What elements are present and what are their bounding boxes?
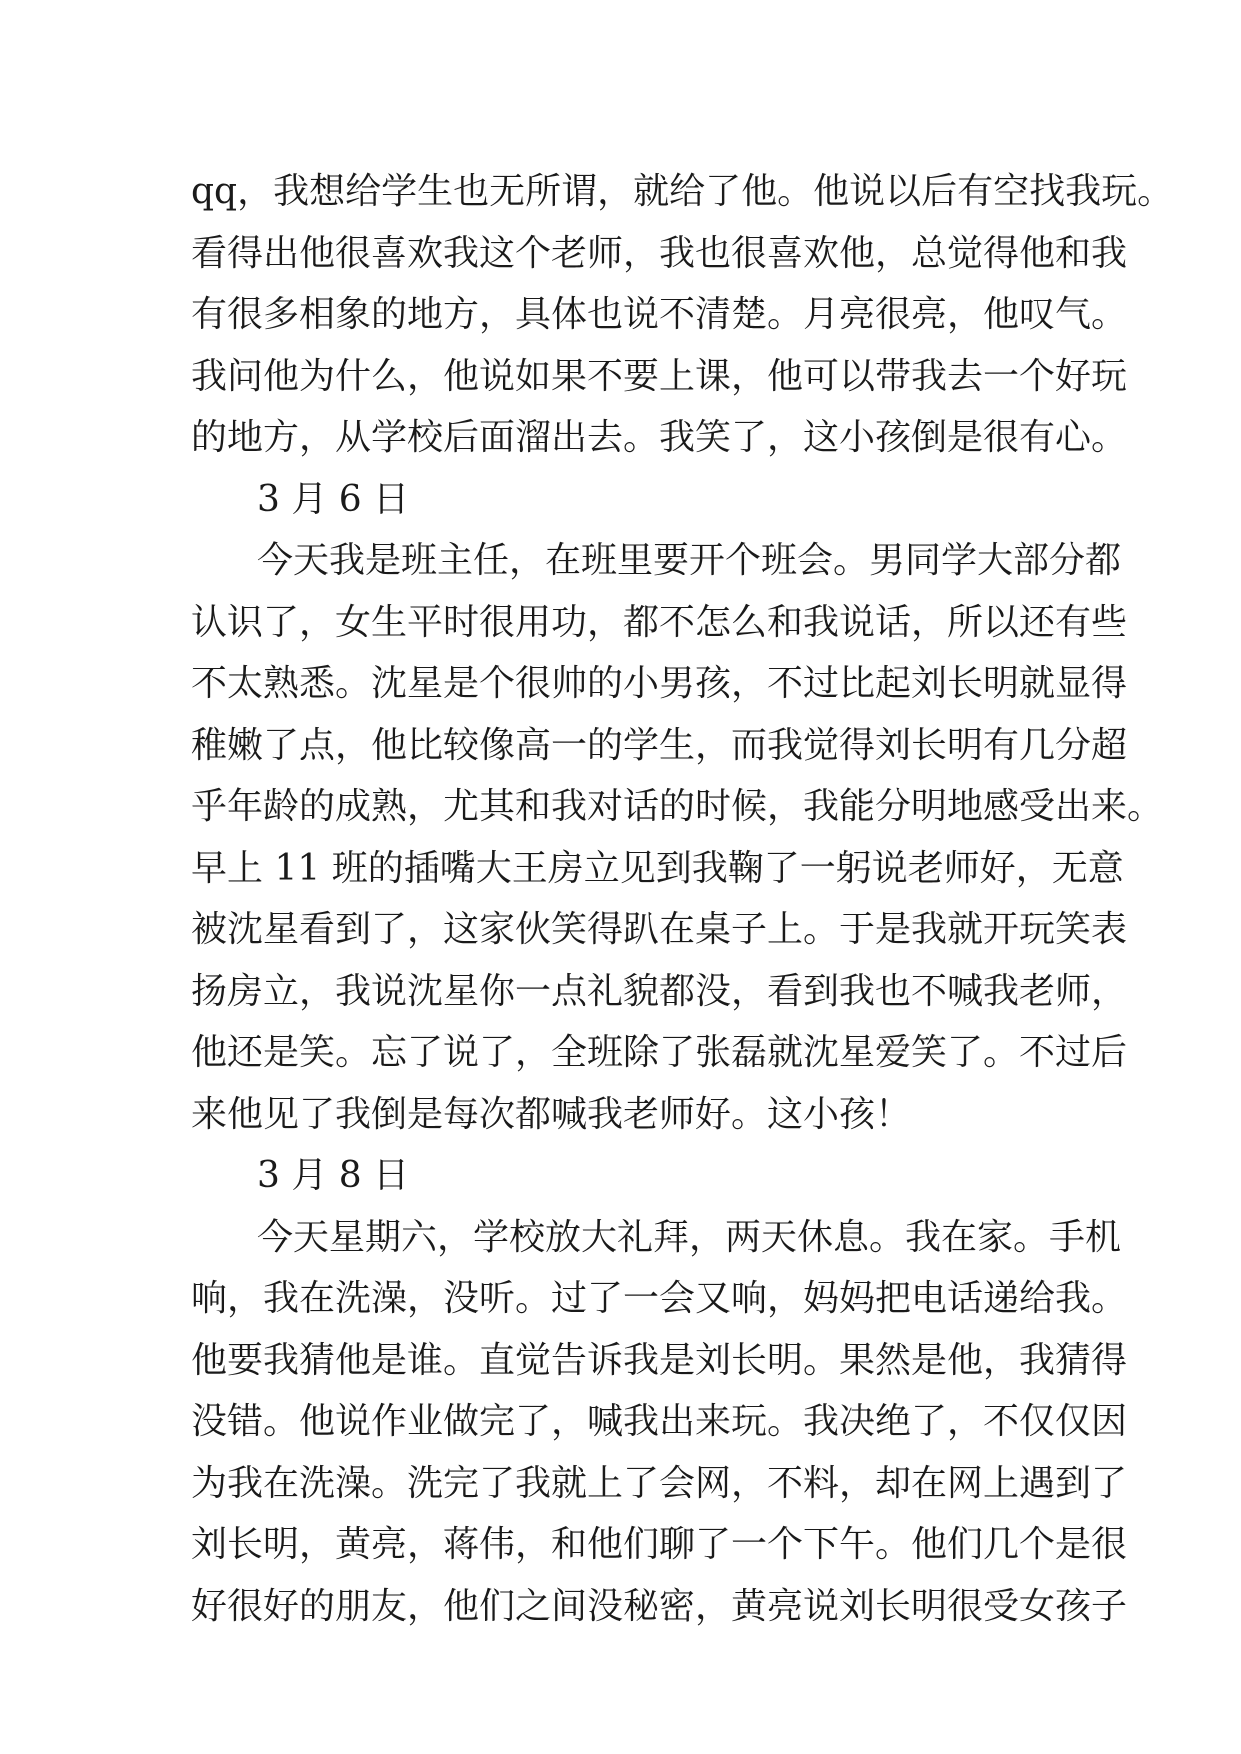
text-line: 被沈星看到了，这家伙笑得趴在桌子上。于是我就开玩笑表 [191, 909, 1128, 950]
text-line: 有很多相象的地方，具体也说不清楚。月亮很亮，他叹气。 [191, 294, 1128, 335]
text-line: 乎年龄的成熟，尤其和我对话的时候，我能分明地感受出来。 [191, 786, 1164, 827]
text-line: qq，我想给学生也无所谓，就给了他。他说以后有空找我玩。 [191, 171, 1174, 212]
text-line: 早上 11 班的插嘴大王房立见到我鞠了一躬说老师好，无意 [191, 847, 1124, 889]
text-line: 扬房立，我说沈星你一点礼貌都没，看到我也不喊我老师， [191, 970, 1128, 1012]
text-line: 来他见了我倒是每次都喊我老师好。这小孩！ [191, 1093, 912, 1135]
document-body [191, 161, 1174, 1637]
date-heading: 3 月 6 日 [257, 478, 410, 520]
paragraph-first-line: 今天我是班主任，在班里要开个班会。男同学大部分都 [257, 540, 1122, 581]
text-line: 没错。他说作业做完了，喊我出来玩。我决绝了，不仅仅因 [191, 1401, 1128, 1442]
text-line: 好很好的朋友，他们之间没秘密，黄亮说刘长明很受女孩子 [191, 1585, 1128, 1627]
date-heading: 3 月 8 日 [257, 1155, 410, 1196]
text-line: 刘长明，黄亮，蒋伟，和他们聊了一个下午。他们几个是很 [191, 1524, 1128, 1565]
text-line: 稚嫩了点，他比较像高一的学生，而我觉得刘长明有几分超 [191, 724, 1128, 766]
text-line: 我问他为什么，他说如果不要上课，他可以带我去一个好玩 [191, 355, 1128, 397]
text-line: 他还是笑。忘了说了，全班除了张磊就沈星爱笑了。不过后 [191, 1032, 1128, 1073]
paragraph-first-line: 今天星期六，学校放大礼拜，两天休息。我在家。手机 [257, 1216, 1122, 1258]
text-line: 为我在洗澡。洗完了我就上了会网，不料，却在网上遇到了 [191, 1462, 1128, 1504]
text-line: 响，我在洗澡，没听。过了一会又响，妈妈把电话递给我。 [191, 1278, 1128, 1319]
text-line: 他要我猜他是谁。直觉告诉我是刘长明。果然是他，我猜得 [191, 1339, 1128, 1381]
text-line: 不太熟悉。沈星是个很帅的小男孩，不过比起刘长明就显得 [191, 663, 1128, 704]
text-line: 认识了，女生平时很用功，都不怎么和我说话，所以还有些 [191, 601, 1128, 643]
text-line: 的地方，从学校后面溜出去。我笑了，这小孩倒是很有心。 [191, 417, 1128, 458]
text-line: 看得出他很喜欢我这个老师，我也很喜欢他，总觉得他和我 [191, 232, 1128, 274]
